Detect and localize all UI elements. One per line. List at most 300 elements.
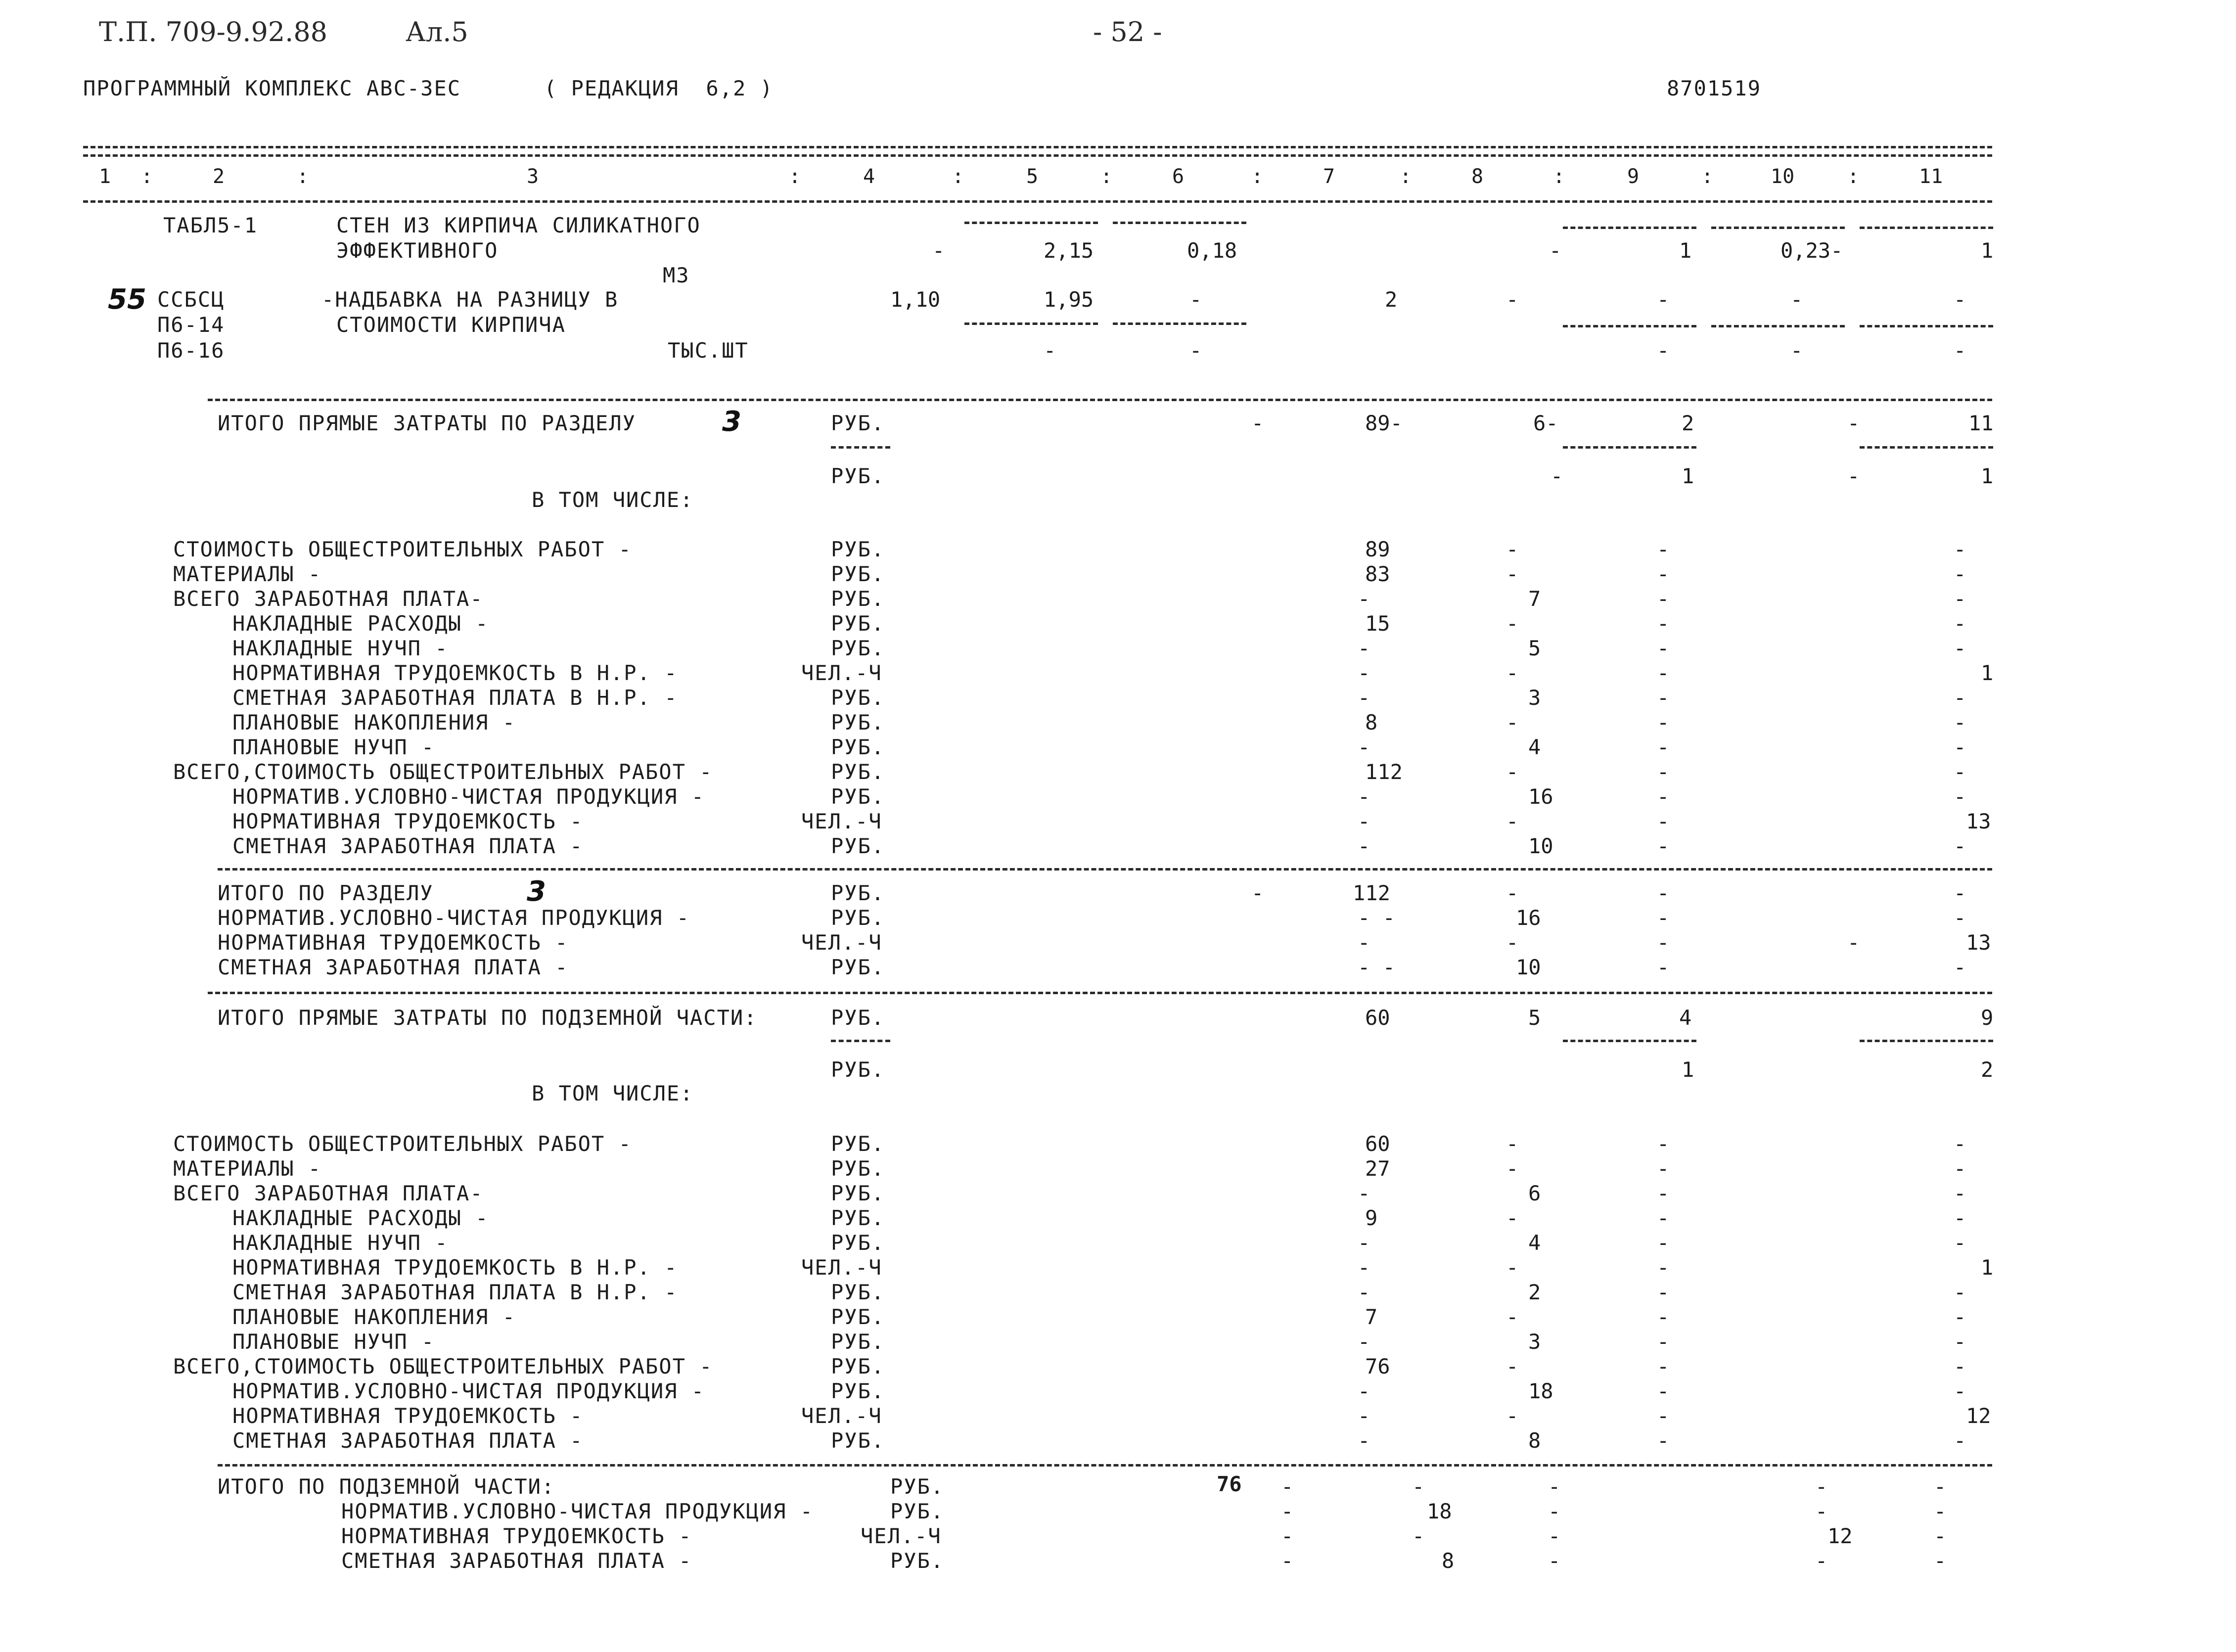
entry-b-code-3: П6-16: [157, 338, 225, 363]
column-separator: :: [1400, 165, 1412, 188]
under-top-rule: [208, 992, 1992, 994]
breakdown-label: СМЕТНАЯ ЗАРАБОТНАЯ ПЛАТА -: [232, 834, 584, 858]
breakdown-unit: РУБ.: [831, 1231, 885, 1255]
under-total-label: ИТОГО ПРЯМЫЕ ЗАТРАТЫ ПО ПОДЗЕМНОЙ ЧАСТИ:: [218, 1006, 758, 1030]
column-number: 1: [99, 165, 111, 188]
breakdown-c7: 9: [1365, 1206, 1378, 1230]
breakdown-c11: 12: [1966, 1404, 1991, 1428]
s3-total-c11: 11: [1968, 411, 1994, 435]
breakdown-label: НОРМАТИВНАЯ ТРУДОЕМКОСТЬ В Н.Р. -: [232, 1255, 678, 1280]
album-number: Ал.5: [406, 16, 468, 47]
breakdown-c9-dash: -: [1657, 661, 1670, 685]
breakdown-c8-dash: -: [1506, 1156, 1519, 1181]
breakdown-unit: РУБ.: [831, 1330, 885, 1354]
breakdown-c9-dash: -: [1657, 1156, 1670, 1181]
s3-itogo-unit-4: РУБ.: [831, 955, 885, 979]
breakdown-unit: РУБ.: [831, 636, 885, 660]
breakdown-c9-dash: -: [1657, 1206, 1670, 1230]
breakdown-c8-dash: -: [1506, 1354, 1519, 1378]
breakdown-c7: 60: [1365, 1132, 1390, 1156]
breakdown-c11-dash: -: [1954, 1231, 1966, 1255]
final-label-4: СМЕТНАЯ ЗАРАБОТНАЯ ПЛАТА -: [341, 1549, 692, 1573]
final-value: 76: [1217, 1472, 1242, 1496]
breakdown-unit: РУБ.: [831, 1354, 885, 1378]
final-dash: -: [1815, 1474, 1828, 1499]
breakdown-c7: -: [1358, 1330, 1370, 1354]
entry-b-c6-dash-2: -: [1189, 338, 1202, 363]
final-dash-3c: -: [1548, 1524, 1561, 1548]
column-number: 5: [1026, 165, 1039, 188]
breakdown-label: ВСЕГО,СТОИМОСТЬ ОБЩЕСТРОИТЕЛЬНЫХ РАБОТ -: [173, 1354, 713, 1378]
breakdown-unit: РУБ.: [831, 1156, 885, 1181]
breakdown-c9-dash: -: [1657, 1428, 1670, 1453]
s3-itogo-c11d-dash: -: [1954, 955, 1966, 979]
s3-total-c8: 6-: [1533, 411, 1558, 435]
s3-itogo-label-2: НОРМАТИВ.УСЛОВНО-ЧИСТАЯ ПРОДУКЦИЯ -: [218, 906, 690, 930]
breakdown-c11-dash: -: [1954, 1132, 1966, 1156]
s3-itogo-c9c-dash: -: [1657, 930, 1670, 955]
s3-rule: [1860, 446, 1993, 449]
breakdown-label: ВСЕГО ЗАРАБОТНАЯ ПЛАТА-: [173, 587, 484, 611]
breakdown-c11-dash: -: [1954, 611, 1966, 636]
entry-a-rule: [964, 222, 1098, 224]
entry-a-text-2: ЭФФЕКТИВНОГО: [336, 238, 499, 263]
breakdown-c11-dash: -: [1954, 1181, 1966, 1205]
breakdown-unit: РУБ.: [831, 1181, 885, 1205]
breakdown-c7: 89: [1365, 537, 1390, 561]
s3-itogo-c8b: 16: [1516, 906, 1541, 930]
breakdown-c11-dash: -: [1954, 1280, 1966, 1304]
breakdown-unit: РУБ.: [831, 1428, 885, 1453]
breakdown-c8: 3: [1528, 1330, 1541, 1354]
final-label-3: НОРМАТИВНАЯ ТРУДОЕМКОСТЬ -: [341, 1524, 692, 1548]
breakdown-c9-dash: -: [1657, 587, 1670, 611]
s3-itogo-unit: РУБ.: [831, 881, 885, 905]
breakdown-c7: -: [1358, 834, 1370, 858]
document-code: 8701519: [1667, 76, 1762, 100]
entry-b-c6-dash: -: [1189, 287, 1202, 312]
column-number: 4: [863, 165, 875, 188]
breakdown-c9-dash: -: [1657, 686, 1670, 710]
breakdown-unit: ЧЕЛ.-Ч: [801, 1404, 882, 1428]
s3-itogo-c9-dash: -: [1657, 881, 1670, 905]
breakdown-label: НОРМАТИВНАЯ ТРУДОЕМКОСТЬ В Н.Р. -: [232, 661, 678, 685]
entry-b-rule: [1563, 325, 1696, 327]
header-bottom-rule: [83, 200, 1992, 203]
under-total-c9b: 1: [1682, 1057, 1694, 1082]
entry-b-c9-dash: -: [1657, 287, 1670, 312]
breakdown-label: СМЕТНАЯ ЗАРАБОТНАЯ ПЛАТА В Н.Р. -: [232, 686, 678, 710]
breakdown-label: НОРМАТИВНАЯ ТРУДОЕМКОСТЬ -: [232, 1404, 584, 1428]
column-separator: :: [1100, 165, 1113, 188]
breakdown-label: НАКЛАДНЫЕ НУЧП -: [232, 1231, 449, 1255]
s3-itogo-label-3: НОРМАТИВНАЯ ТРУДОЕМКОСТЬ -: [218, 930, 569, 955]
breakdown-c7: -: [1358, 587, 1370, 611]
s3-itogo-c11b-dash: -: [1954, 906, 1966, 930]
entry-a-rule: [1563, 227, 1696, 229]
breakdown-c9-dash: -: [1657, 1181, 1670, 1205]
breakdown-c11-dash: -: [1954, 1330, 1966, 1354]
breakdown-c11-dash: -: [1954, 562, 1966, 586]
entry-a-c8-dash: -: [1549, 238, 1562, 263]
breakdown-c9-dash: -: [1657, 760, 1670, 784]
entry-b-unit: ТЫС.ШТ: [668, 338, 749, 363]
s3-unit-rule: [831, 446, 890, 449]
breakdown-c11: 1: [1981, 1255, 1994, 1280]
breakdown-c9-dash: -: [1657, 537, 1670, 561]
s3-total-label: ИТОГО ПРЯМЫЕ ЗАТРАТЫ ПО РАЗДЕЛУ: [218, 411, 636, 435]
breakdown-label: НАКЛАДНЫЕ РАСХОДЫ -: [232, 611, 489, 636]
breakdown-c9-dash: -: [1657, 735, 1670, 759]
breakdown-label: НОРМАТИВ.УСЛОВНО-ЧИСТАЯ ПРОДУКЦИЯ -: [232, 784, 705, 809]
under-total-c11b: 2: [1981, 1057, 1994, 1082]
s3-total-c10-dash: -: [1847, 411, 1860, 435]
breakdown-unit: ЧЕЛ.-Ч: [801, 661, 882, 685]
entry-a-code: ТАБЛ5-1: [163, 213, 258, 237]
entry-b-c10-dash: -: [1790, 287, 1803, 312]
under-total-unit: РУБ.: [831, 1006, 885, 1030]
under-total-unit-2: РУБ.: [831, 1057, 885, 1082]
breakdown-c9-dash: -: [1657, 1305, 1670, 1329]
final-dash: -: [1281, 1474, 1294, 1499]
breakdown-c7: -: [1358, 1231, 1370, 1255]
column-number: 10: [1771, 165, 1795, 188]
page-number: - 52 -: [1093, 16, 1162, 47]
breakdown-c9-dash: -: [1657, 710, 1670, 734]
program-name: ПРОГРАММНЫЙ КОМПЛЕКС АВС-ЗЕС: [83, 76, 461, 100]
breakdown-label: СТОИМОСТЬ ОБЩЕСТРОИТЕЛЬНЫХ РАБОТ -: [173, 537, 632, 561]
breakdown-label: НОРМАТИВНАЯ ТРУДОЕМКОСТЬ -: [232, 809, 584, 833]
breakdown-c8-dash: -: [1506, 1404, 1519, 1428]
breakdown-label: НОРМАТИВ.УСЛОВНО-ЧИСТАЯ ПРОДУКЦИЯ -: [232, 1379, 705, 1403]
entry-b-rule: [1711, 325, 1845, 327]
breakdown-c7: -: [1358, 735, 1370, 759]
breakdown-c8-dash: -: [1506, 809, 1519, 833]
breakdown-c11-dash: -: [1954, 784, 1966, 809]
column-separator: :: [141, 165, 153, 188]
breakdown-c9-dash: -: [1657, 1255, 1670, 1280]
breakdown-label: МАТЕРИАЛЫ -: [173, 1156, 322, 1181]
breakdown-unit: РУБ.: [831, 1206, 885, 1230]
s3-total-c6-dash: -: [1251, 411, 1264, 435]
entry-b-rule: [1860, 325, 1993, 327]
breakdown-c7: 8: [1365, 710, 1378, 734]
s3-rule: [1563, 446, 1696, 449]
breakdown-c11-dash: -: [1954, 834, 1966, 858]
column-separator: :: [952, 165, 964, 188]
breakdown-c8: 16: [1528, 784, 1553, 809]
entry-a-unit: М3: [663, 263, 690, 287]
column-number: 9: [1627, 165, 1640, 188]
entry-a-c11: 1: [1981, 238, 1994, 263]
s3-total-unit: РУБ.: [831, 411, 885, 435]
breakdown-c9-dash: -: [1657, 636, 1670, 660]
final-dash-3d: -: [1934, 1524, 1947, 1548]
under-total-c8: 5: [1528, 1006, 1541, 1030]
s3-itogo-c9b-dash: -: [1657, 906, 1670, 930]
breakdown-c9-dash: -: [1657, 1404, 1670, 1428]
breakdown-unit: РУБ.: [831, 562, 885, 586]
breakdown-c7: 15: [1365, 611, 1390, 636]
breakdown-unit: РУБ.: [831, 710, 885, 734]
breakdown-unit: РУБ.: [831, 760, 885, 784]
under-rule: [1563, 1040, 1696, 1042]
breakdown-c11-dash: -: [1954, 760, 1966, 784]
entry-a-c4-dash: -: [932, 238, 945, 263]
under-total-c7: 60: [1365, 1006, 1390, 1030]
breakdown-c11: 1: [1981, 661, 1994, 685]
s3-itogo-c8-dash: -: [1506, 881, 1519, 905]
breakdown-c8-dash: -: [1506, 611, 1519, 636]
breakdown-c11-dash: -: [1954, 1379, 1966, 1403]
column-number: 11: [1919, 165, 1943, 188]
s3-total-c7: 89-: [1365, 411, 1403, 435]
s3-itogo-unit-2: РУБ.: [831, 906, 885, 930]
final-dash-3b: -: [1412, 1524, 1425, 1548]
breakdown-label: ПЛАНОВЫЕ НАКОПЛЕНИЯ -: [232, 710, 516, 734]
column-separator: :: [1701, 165, 1714, 188]
breakdown-c8: 7: [1528, 587, 1541, 611]
breakdown-c8-dash: -: [1506, 661, 1519, 685]
s3-itogo-number: 3: [527, 875, 546, 908]
breakdown-c8: 10: [1528, 834, 1553, 858]
column-number: 6: [1172, 165, 1185, 188]
breakdown-c8: 8: [1528, 1428, 1541, 1453]
s3-itogo-rule: [218, 868, 1992, 871]
breakdown-c9-dash: -: [1657, 1379, 1670, 1403]
breakdown-unit: РУБ.: [831, 611, 885, 636]
breakdown-c8-dash: -: [1506, 537, 1519, 561]
entry-b-text-1: -НАДБАВКА НА РАЗНИЦУ В: [321, 287, 619, 312]
breakdown-unit: РУБ.: [831, 834, 885, 858]
breakdown-c7: -: [1358, 661, 1370, 685]
breakdown-unit: РУБ.: [831, 587, 885, 611]
entry-a-rule: [1860, 227, 1993, 229]
breakdown-c7: -: [1358, 809, 1370, 833]
breakdown-c9-dash: -: [1657, 562, 1670, 586]
breakdown-c9-dash: -: [1657, 611, 1670, 636]
breakdown-unit: РУБ.: [831, 1305, 885, 1329]
entry-b-rule: [1113, 322, 1246, 325]
breakdown-label: СМЕТНАЯ ЗАРАБОТНАЯ ПЛАТА В Н.Р. -: [232, 1280, 678, 1304]
entry-b-c4: 1,10: [890, 287, 941, 312]
doc-reference: Т.П. 709-9.92.88: [99, 16, 328, 47]
breakdown-c9-dash: -: [1657, 1231, 1670, 1255]
breakdown-c11-dash: -: [1954, 1206, 1966, 1230]
breakdown-c8-dash: -: [1506, 562, 1519, 586]
s3-itogo-c6-dash: -: [1251, 881, 1264, 905]
breakdown-c8-dash: -: [1506, 1206, 1519, 1230]
breakdown-c9-dash: -: [1657, 784, 1670, 809]
column-number: 3: [527, 165, 539, 188]
breakdown-c8: 4: [1528, 1231, 1541, 1255]
breakdown-unit: РУБ.: [831, 735, 885, 759]
breakdown-c11-dash: -: [1954, 636, 1966, 660]
s3-itogo-label: ИТОГО ПО РАЗДЕЛУ: [218, 881, 434, 905]
breakdown-c7: -: [1358, 636, 1370, 660]
breakdown-unit: РУБ.: [831, 1280, 885, 1304]
s3-itogo-c11c: 13: [1966, 930, 1991, 955]
breakdown-c11-dash: -: [1954, 587, 1966, 611]
column-number: 7: [1323, 165, 1335, 188]
breakdown-c7: -: [1358, 1428, 1370, 1453]
entry-b-c5-dash: -: [1044, 338, 1056, 363]
final-unit-2: РУБ.: [890, 1499, 945, 1523]
entry-b-c10-dash-2: -: [1790, 338, 1803, 363]
column-separator: :: [1251, 165, 1264, 188]
breakdown-c11-dash: -: [1954, 1156, 1966, 1181]
s3-total-c8b-dash: -: [1551, 464, 1563, 488]
s3-itogo-c7d-dash: - -: [1358, 955, 1395, 979]
breakdown-c7: -: [1358, 784, 1370, 809]
breakdown-c8: 4: [1528, 735, 1541, 759]
breakdown-c11: 13: [1966, 809, 1991, 833]
final-v2: 18: [1427, 1499, 1452, 1523]
breakdown-c9-dash: -: [1657, 1330, 1670, 1354]
breakdown-c7: 7: [1365, 1305, 1378, 1329]
s3-total-c11b: 1: [1981, 464, 1994, 488]
column-number: 2: [213, 165, 225, 188]
under-total-c11: 9: [1981, 1006, 1994, 1030]
final-dash-4c: -: [1815, 1549, 1828, 1573]
breakdown-c7: -: [1358, 1379, 1370, 1403]
breakdown-c11-dash: -: [1954, 1305, 1966, 1329]
breakdown-c8: 6: [1528, 1181, 1541, 1205]
s3-itogo-c11-dash: -: [1954, 881, 1966, 905]
final-dash: -: [1548, 1474, 1561, 1499]
breakdown-c9-dash: -: [1657, 1354, 1670, 1378]
entry-a-c6: 0,18: [1187, 238, 1237, 263]
breakdown-label: ПЛАНОВЫЕ НУЧП -: [232, 735, 435, 759]
breakdown-c11-dash: -: [1954, 1354, 1966, 1378]
header-top-rule-2: [83, 154, 1992, 157]
breakdown-c11-dash: -: [1954, 686, 1966, 710]
final-dash: -: [1412, 1474, 1425, 1499]
breakdown-c7: -: [1358, 1181, 1370, 1205]
breakdown-c8-dash: -: [1506, 1255, 1519, 1280]
under-rule: [1860, 1040, 1993, 1042]
program-edition: ( РЕДАКЦИЯ 6,2 ): [544, 76, 774, 100]
s3-total-c9b: 1: [1682, 464, 1694, 488]
breakdown-c7: -: [1358, 686, 1370, 710]
final-unit-4: РУБ.: [890, 1549, 945, 1573]
breakdown-label: ПЛАНОВЫЕ НУЧП -: [232, 1330, 435, 1354]
entry-b-c5: 1,95: [1044, 287, 1094, 312]
breakdown-label: СТОИМОСТЬ ОБЩЕСТРОИТЕЛЬНЫХ РАБОТ -: [173, 1132, 632, 1156]
entry-a-rule: [1711, 227, 1845, 229]
breakdown-label: НАКЛАДНЫЕ РАСХОДЫ -: [232, 1206, 489, 1230]
breakdown-c7: 27: [1365, 1156, 1390, 1181]
entry-b-number: 55: [108, 283, 146, 316]
breakdown-c8-dash: -: [1506, 1305, 1519, 1329]
under-total-c9: 4: [1679, 1006, 1692, 1030]
breakdown-label: ВСЕГО ЗАРАБОТНАЯ ПЛАТА-: [173, 1181, 484, 1205]
breakdown-c11-dash: -: [1954, 735, 1966, 759]
breakdown-c7: 76: [1365, 1354, 1390, 1378]
final-dash-4: -: [1281, 1549, 1294, 1573]
column-separator: :: [1553, 165, 1565, 188]
final-dash-2: -: [1281, 1499, 1294, 1523]
final-unit: РУБ.: [890, 1474, 945, 1499]
entry-b-c9-dash-2: -: [1657, 338, 1670, 363]
s3-itogo-c7c-dash: -: [1358, 930, 1370, 955]
breakdown-unit: ЧЕЛ.-Ч: [801, 809, 882, 833]
entry-b-code-2: П6-14: [157, 313, 225, 337]
breakdown-label: ВСЕГО,СТОИМОСТЬ ОБЩЕСТРОИТЕЛЬНЫХ РАБОТ -: [173, 760, 713, 784]
breakdown-c11-dash: -: [1954, 1428, 1966, 1453]
entry-b-c11-dash: -: [1954, 287, 1966, 312]
breakdown-unit: ЧЕЛ.-Ч: [801, 1255, 882, 1280]
breakdown-c11-dash: -: [1954, 537, 1966, 561]
breakdown-c8-dash: -: [1506, 710, 1519, 734]
breakdown-label: МАТЕРИАЛЫ -: [173, 562, 322, 586]
final-v4: 8: [1442, 1549, 1455, 1573]
breakdown-label: СМЕТНАЯ ЗАРАБОТНАЯ ПЛАТА -: [232, 1428, 584, 1453]
breakdown-c9-dash: -: [1657, 1280, 1670, 1304]
entry-a-c5: 2,15: [1044, 238, 1094, 263]
breakdown-unit: РУБ.: [831, 784, 885, 809]
s3-total-number: 3: [722, 406, 741, 438]
breakdown-label: НАКЛАДНЫЕ НУЧП -: [232, 636, 449, 660]
s3-itogo-label-4: СМЕТНАЯ ЗАРАБОТНАЯ ПЛАТА -: [218, 955, 569, 979]
breakdown-c8-dash: -: [1506, 760, 1519, 784]
entry-a-c9: 1: [1679, 238, 1692, 263]
breakdown-unit: РУБ.: [831, 537, 885, 561]
s3-itogo-c9d-dash: -: [1657, 955, 1670, 979]
column-separator: :: [297, 165, 309, 188]
breakdown-c8: 3: [1528, 686, 1541, 710]
entry-b-code-1: ССБСЦ: [157, 287, 225, 312]
entry-b-text-2: СТОИМОСТИ КИРПИЧА: [336, 313, 566, 337]
breakdown-unit: РУБ.: [831, 686, 885, 710]
header-top-rule: [83, 146, 1992, 148]
section3-top-rule: [208, 399, 1992, 401]
breakdown-c8: 2: [1528, 1280, 1541, 1304]
final-dash-2d: -: [1934, 1499, 1947, 1523]
breakdown-unit: РУБ.: [831, 1379, 885, 1403]
entry-a-rule: [1113, 222, 1246, 224]
s3-total-c10b-dash: -: [1847, 464, 1860, 488]
entry-a-c10: 0,23-: [1780, 238, 1843, 263]
final-dash: -: [1934, 1474, 1947, 1499]
s3-total-c9: 2: [1682, 411, 1694, 435]
s3-itogo-c8d: 10: [1516, 955, 1541, 979]
breakdown-c7: 83: [1365, 562, 1390, 586]
under-including-heading: В ТОМ ЧИСЛЕ:: [532, 1081, 694, 1105]
breakdown-c9-dash: -: [1657, 809, 1670, 833]
breakdown-c8: 18: [1528, 1379, 1553, 1403]
final-label-2: НОРМАТИВ.УСЛОВНО-ЧИСТАЯ ПРОДУКЦИЯ -: [341, 1499, 814, 1523]
column-separator: :: [1847, 165, 1860, 188]
s3-total-unit-2: РУБ.: [831, 464, 885, 488]
s3-itogo-unit-3: ЧЕЛ.-Ч: [801, 930, 882, 955]
breakdown-c7: -: [1358, 1404, 1370, 1428]
final-dash-2c: -: [1815, 1499, 1828, 1523]
final-dash-2b: -: [1548, 1499, 1561, 1523]
breakdown-c8-dash: -: [1506, 1132, 1519, 1156]
final-dash-4b: -: [1548, 1549, 1561, 1573]
under-unit-rule: [831, 1040, 890, 1042]
entry-b-c11-dash-2: -: [1954, 338, 1966, 363]
final-dash-3: -: [1281, 1524, 1294, 1548]
entry-b-c8-dash: -: [1506, 287, 1519, 312]
s3-itogo-c10c-dash: -: [1847, 930, 1860, 955]
s3-including-heading: В ТОМ ЧИСЛЕ:: [532, 488, 694, 512]
breakdown-c9-dash: -: [1657, 1132, 1670, 1156]
breakdown-c7: 112: [1365, 760, 1403, 784]
breakdown-c8: 5: [1528, 636, 1541, 660]
breakdown-unit: РУБ.: [831, 1132, 885, 1156]
